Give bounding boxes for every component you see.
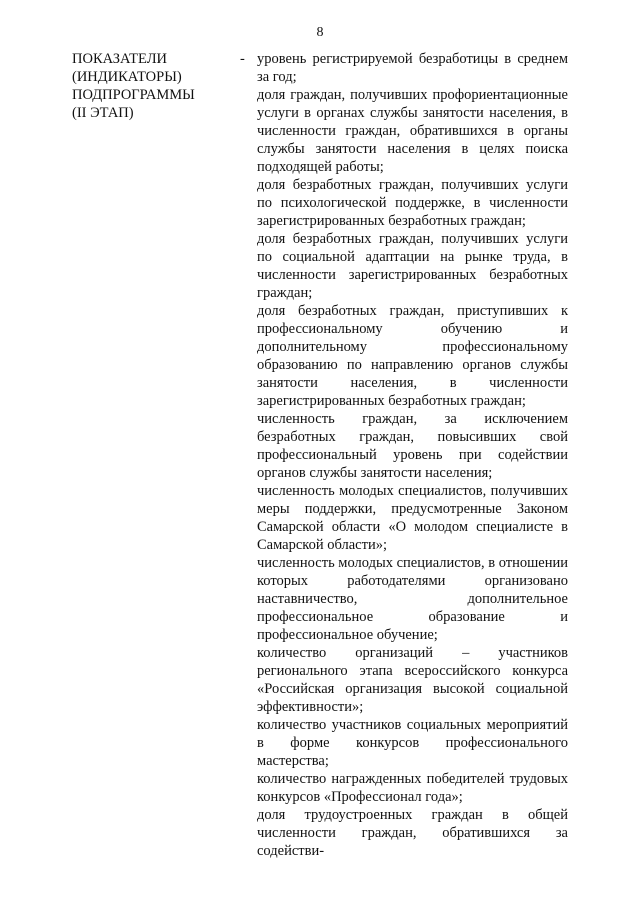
- list-item: количество организаций – участников регионального этапа всероссийского конкурса «Российская организация высокой социальной эффективности»;: [257, 645, 568, 715]
- list-item: доля безработных граждан, получивших услуги по социальной адаптации на рынке труда, в численности зарегистрированных безработных граждан;: [257, 231, 568, 301]
- heading-line: ПОКАЗАТЕЛИ: [72, 51, 168, 67]
- heading-line: ПОДПРОГРАММЫ: [72, 87, 195, 103]
- list-item: численность молодых специалистов, в отношении которых работодателями организовано наставничество, дополнительное профессиональное образование и профессиональное обучение;: [257, 555, 568, 643]
- section-heading: [72, 50, 222, 122]
- list-item: доля трудоустроенных граждан в общей численности граждан, обратившихся за содействи-: [257, 807, 568, 859]
- list-item: численность граждан, за исключением безработных граждан, повысивших свой профессиональный уровень при содействии органов службы занятости населения;: [257, 411, 568, 481]
- list-item: уровень регистрируемой безработицы в среднем за год;: [257, 51, 568, 85]
- list-item: доля безработных граждан, приступивших к профессиональному обучению и дополнительному профессиональному образованию по направлению органов службы занятости населения, в численности зарегистрированных безработных граждан;: [257, 303, 568, 409]
- page-number: 8: [316, 25, 324, 40]
- indicator-list: [257, 50, 568, 860]
- list-item: доля безработных граждан, получивших услуги по психологической поддержке, в численности зарегистрированных безработных граждан;: [257, 177, 568, 229]
- heading-line: (ИНДИКАТОРЫ): [72, 69, 182, 85]
- heading-line: (II ЭТАП): [72, 105, 134, 121]
- list-item: численность молодых специалистов, получивших меры поддержки, предусмотренные Законом Самарской области «О молодом специалисте в Самарской области»;: [257, 483, 568, 553]
- list-item: доля граждан, получивших профориентационные услуги в органах службы занятости населения, в численности граждан, обратившихся в органы службы занятости населения в целях поиска подходящей работы;: [257, 87, 568, 175]
- list-dash: -: [240, 51, 245, 67]
- list-item: количество участников социальных мероприятий в форме конкурсов профессионального мастерства;: [257, 717, 568, 769]
- list-item: количество награжденных победителей трудовых конкурсов «Профессионал года»;: [257, 771, 568, 805]
